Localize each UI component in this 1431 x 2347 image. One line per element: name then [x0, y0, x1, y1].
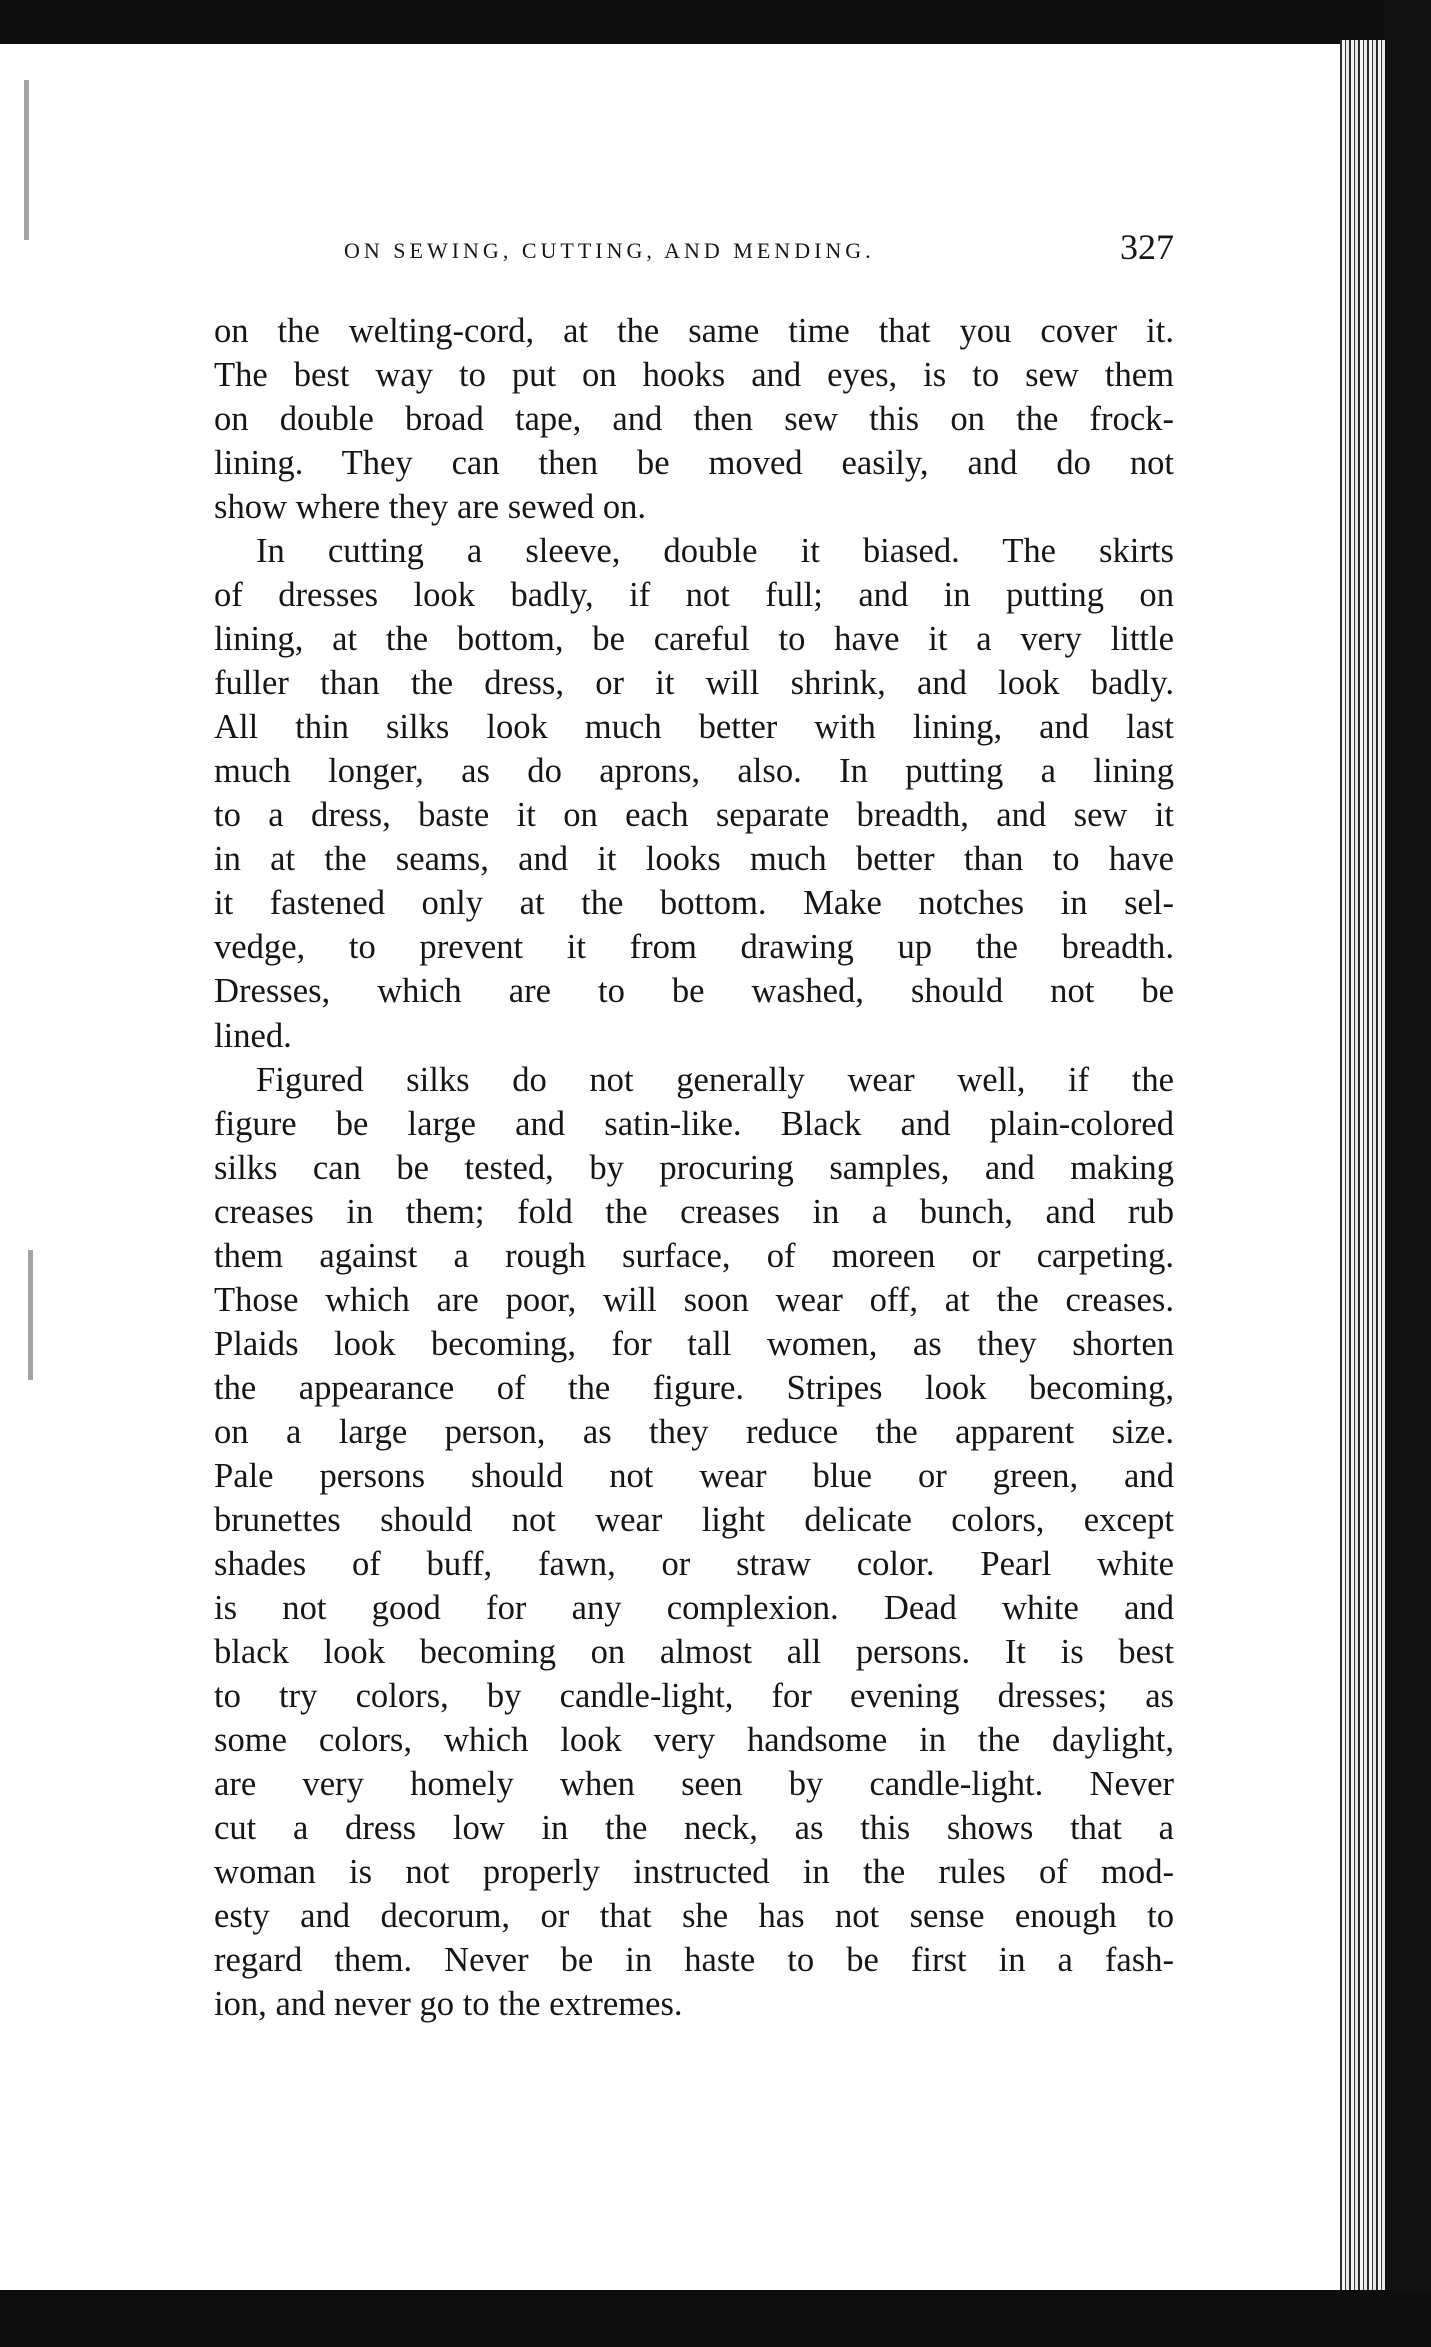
text-line: cut a dress low in the neck, as this shows that a	[214, 1809, 1174, 1848]
page-number: 327	[1120, 227, 1174, 267]
scan-border-bottom	[0, 2290, 1431, 2347]
text-line: them against a rough surface, of moreen or carpeting.	[214, 1236, 1174, 1275]
text-line: Dresses, which are to be washed, should not be	[214, 972, 1174, 1011]
text-line: black look becoming on almost all persons. It is best	[214, 1632, 1174, 1671]
text-line: the appearance of the figure. Stripes look becoming,	[214, 1368, 1174, 1407]
text-line: to a dress, baste it on each separate breadth, and sew it	[214, 796, 1174, 835]
running-title: ON SEWING, CUTTING, AND MENDING.	[344, 238, 875, 263]
text-line: vedge, to prevent it from drawing up the breadth.	[214, 928, 1174, 967]
scan-speck-mark	[24, 80, 29, 240]
text-line: lined.	[214, 1016, 292, 1055]
text-line: lining. They can then be moved easily, and do not	[214, 444, 1174, 483]
text-line: esty and decorum, or that she has not sense enough to	[214, 1897, 1174, 1936]
text-line: on the welting-cord, at the same time that you cover it.	[214, 312, 1174, 350]
scan-border-top	[0, 0, 1431, 44]
text-line: shades of buff, fawn, or straw color. Pearl white	[214, 1544, 1174, 1583]
text-line: Those which are poor, will soon wear off, at the creases.	[214, 1280, 1174, 1319]
text-line: much longer, as do aprons, also. In putting a lining	[214, 752, 1174, 791]
scan-speck-mark	[28, 1250, 33, 1380]
text-line: woman is not properly instructed in the rules of mod-	[214, 1853, 1174, 1892]
text-line: are very homely when seen by candle-light. Never	[214, 1765, 1174, 1804]
page-edge-binding	[1340, 40, 1386, 2295]
running-head	[344, 226, 1174, 276]
text-line: on double broad tape, and then sew this on the frock-	[214, 400, 1174, 439]
body-text	[214, 309, 1174, 2026]
text-line: All thin silks look much better with lining, and last	[214, 708, 1174, 747]
text-line: on a large person, as they reduce the apparent size.	[214, 1412, 1174, 1451]
text-line: in at the seams, and it looks much better than to have	[214, 840, 1174, 879]
scan-border-right	[1385, 0, 1431, 2347]
text-line: some colors, which look very handsome in the daylight,	[214, 1721, 1174, 1759]
text-line: figure be large and satin-like. Black and plain-colored	[214, 1104, 1174, 1143]
text-line: Pale persons should not wear blue or green, and	[214, 1456, 1174, 1495]
text-line: silks can be tested, by procuring samples, and making	[214, 1148, 1174, 1187]
text-line: Figured silks do not generally wear well, if the	[256, 1060, 1174, 1099]
text-line: The best way to put on hooks and eyes, is to sew them	[214, 356, 1174, 395]
text-line: to try colors, by candle-light, for evening dresses; as	[214, 1676, 1174, 1715]
text-line: of dresses look badly, if not full; and in putting on	[214, 576, 1174, 615]
text-line: creases in them; fold the creases in a bunch, and rub	[214, 1192, 1174, 1231]
text-line: is not good for any complexion. Dead white and	[214, 1588, 1174, 1627]
text-line: In cutting a sleeve, double it biased. The skirts	[256, 532, 1174, 571]
text-line: show where they are sewed on.	[214, 488, 647, 527]
text-line: lining, at the bottom, be careful to have it a very little	[214, 620, 1174, 659]
text-line: Plaids look becoming, for tall women, as they shorten	[214, 1324, 1174, 1363]
text-line: fuller than the dress, or it will shrink, and look badly.	[214, 664, 1174, 703]
text-line: brunettes should not wear light delicate colors, except	[214, 1500, 1174, 1539]
text-line: ion, and never go to the extremes.	[214, 1985, 683, 2024]
text-line: it fastened only at the bottom. Make notches in sel-	[214, 884, 1174, 923]
text-line: regard them. Never be in haste to be first in a fash-	[214, 1941, 1174, 1980]
